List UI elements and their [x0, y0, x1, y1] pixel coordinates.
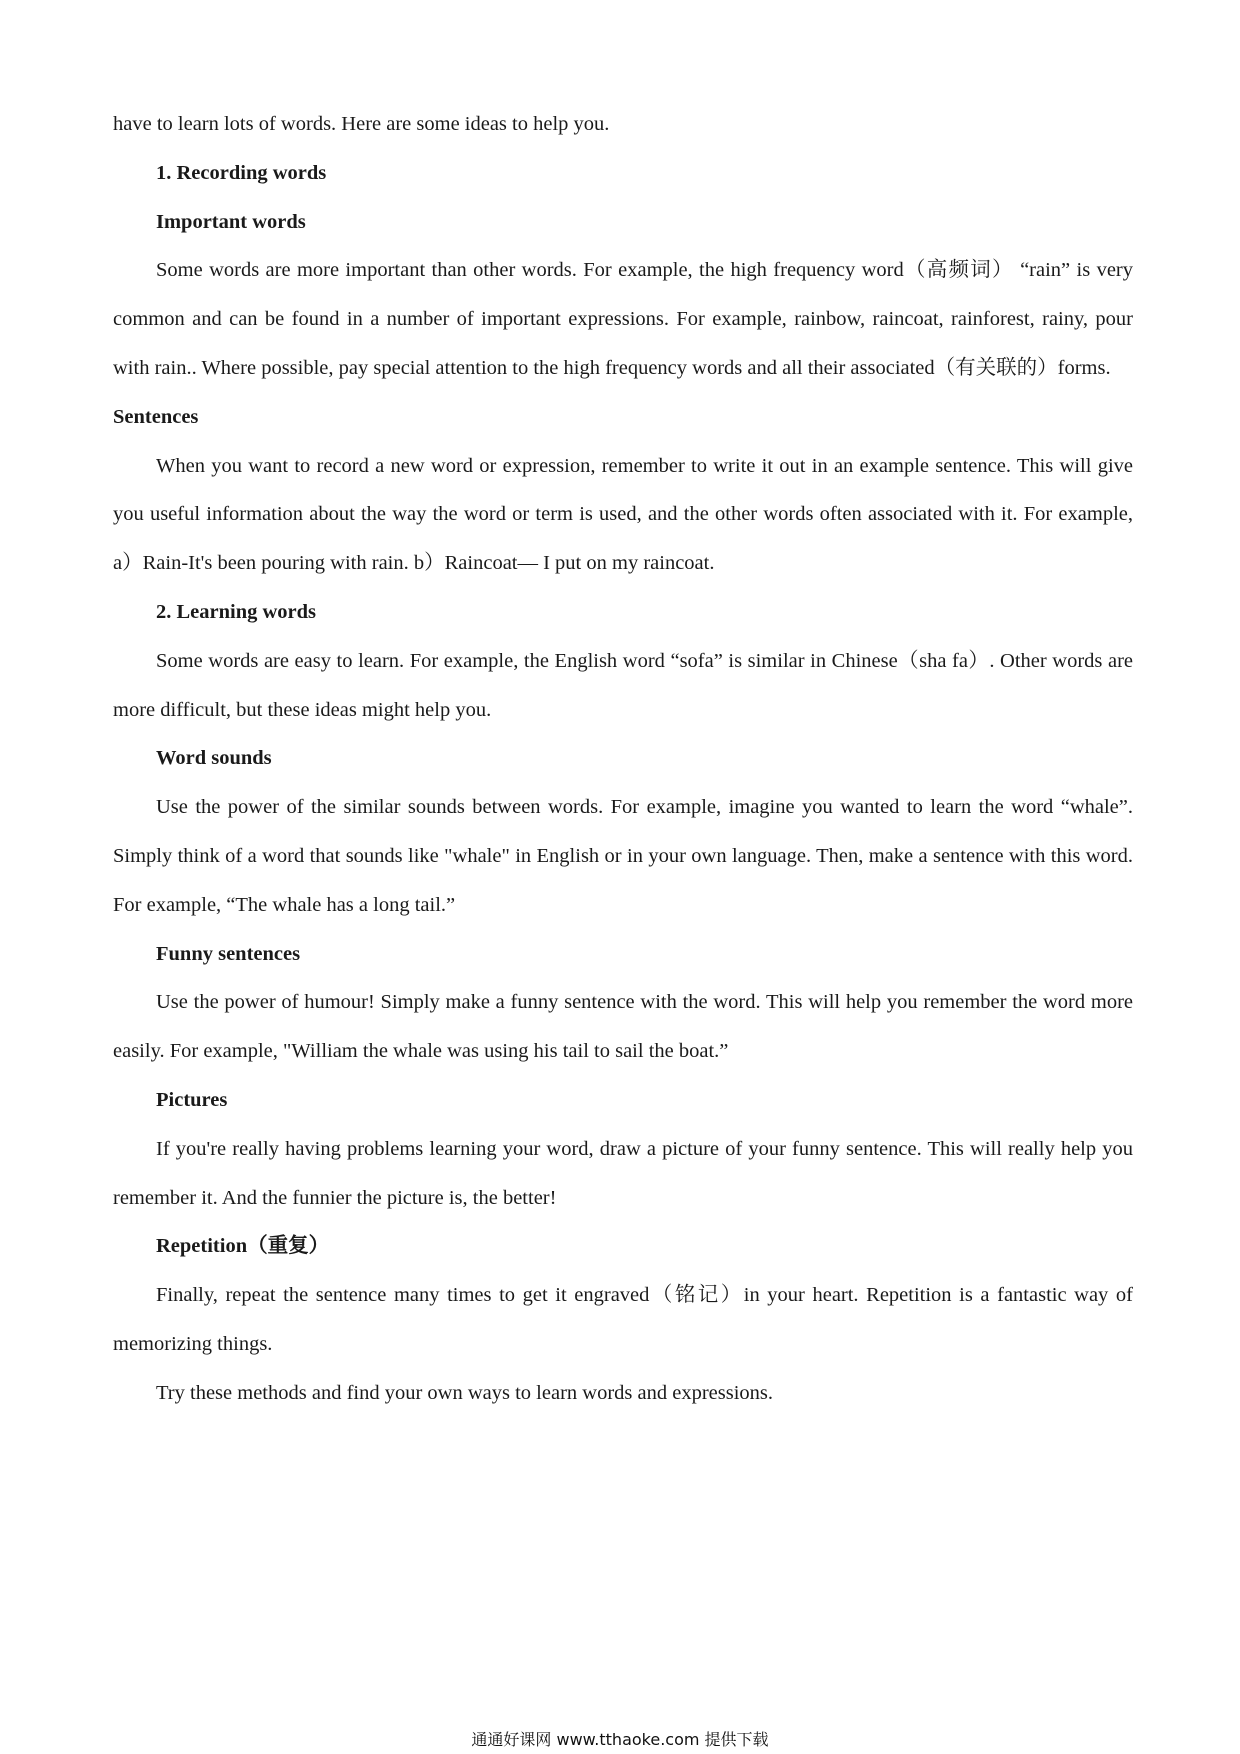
paragraph-important-words: Some words are more important than other words. For example, the high frequency word（高频词） “rain” is very common and can be found in a number of important expressions. For example, rainbow, raincoat, rainforest, rainy, pour with rain.. Where possible, pay special attention to the high frequency words and all their associated（有关联的）forms. — [113, 259, 1133, 379]
paragraph-pictures: If you're really having problems learning your word, draw a picture of your funny sentence. This will really help you remember it. And the funnier the picture is, the better! — [113, 1137, 1133, 1209]
page-footer: 通通好课网 www.tthaoke.com 提供下载 — [471, 1730, 769, 1749]
paragraph-word-sounds: Use the power of the similar sounds between words. For example, imagine you wanted to learn the word “whale”. Simply think of a word that sounds like "whale" in English or in your own language. Then, make a sentence with this word. For example, “The whale has a long tail.” — [113, 796, 1133, 916]
subheading-word-sounds: Word sounds — [156, 747, 272, 770]
subheading-funny-sentences: Funny sentences — [156, 942, 301, 965]
subheading-important-words: Important words — [156, 210, 306, 233]
section-heading-recording: 1. Recording words — [156, 161, 327, 184]
document-body — [113, 100, 1133, 1418]
subheading-repetition: Repetition（重复） — [156, 1235, 330, 1258]
intro-line: have to learn lots of words. Here are some ideas to help you. — [113, 113, 610, 135]
paragraph-sentences: When you want to record a new word or expression, remember to write it out in an example sentence. This will give you useful information about the way the word or term is used, and the other words often associated with it. For example, a）Rain-It's been pouring with rain. b）Raincoat— I put on my raincoat. — [113, 454, 1133, 575]
paragraph-repetition: Finally, repeat the sentence many times to get it engraved（铭记）in your heart. Repetition is a fantastic way of memorizing things. — [113, 1284, 1133, 1355]
paragraph-learning-intro: Some words are easy to learn. For example, the English word “sofa” is similar in Chinese（sha fa）. Other words are more difficult, but these ideas might help you. — [113, 649, 1133, 721]
subheading-sentences: Sentences — [113, 405, 199, 428]
paragraph-funny-sentences: Use the power of humour! Simply make a funny sentence with the word. This will help you remember the word more easily. For example, "William the whale was using his tail to sail the boat.” — [113, 991, 1133, 1063]
section-heading-learning: 2. Learning words — [156, 600, 317, 623]
closing-line: Try these methods and find your own ways to learn words and expressions. — [156, 1381, 774, 1404]
subheading-pictures: Pictures — [156, 1088, 228, 1111]
